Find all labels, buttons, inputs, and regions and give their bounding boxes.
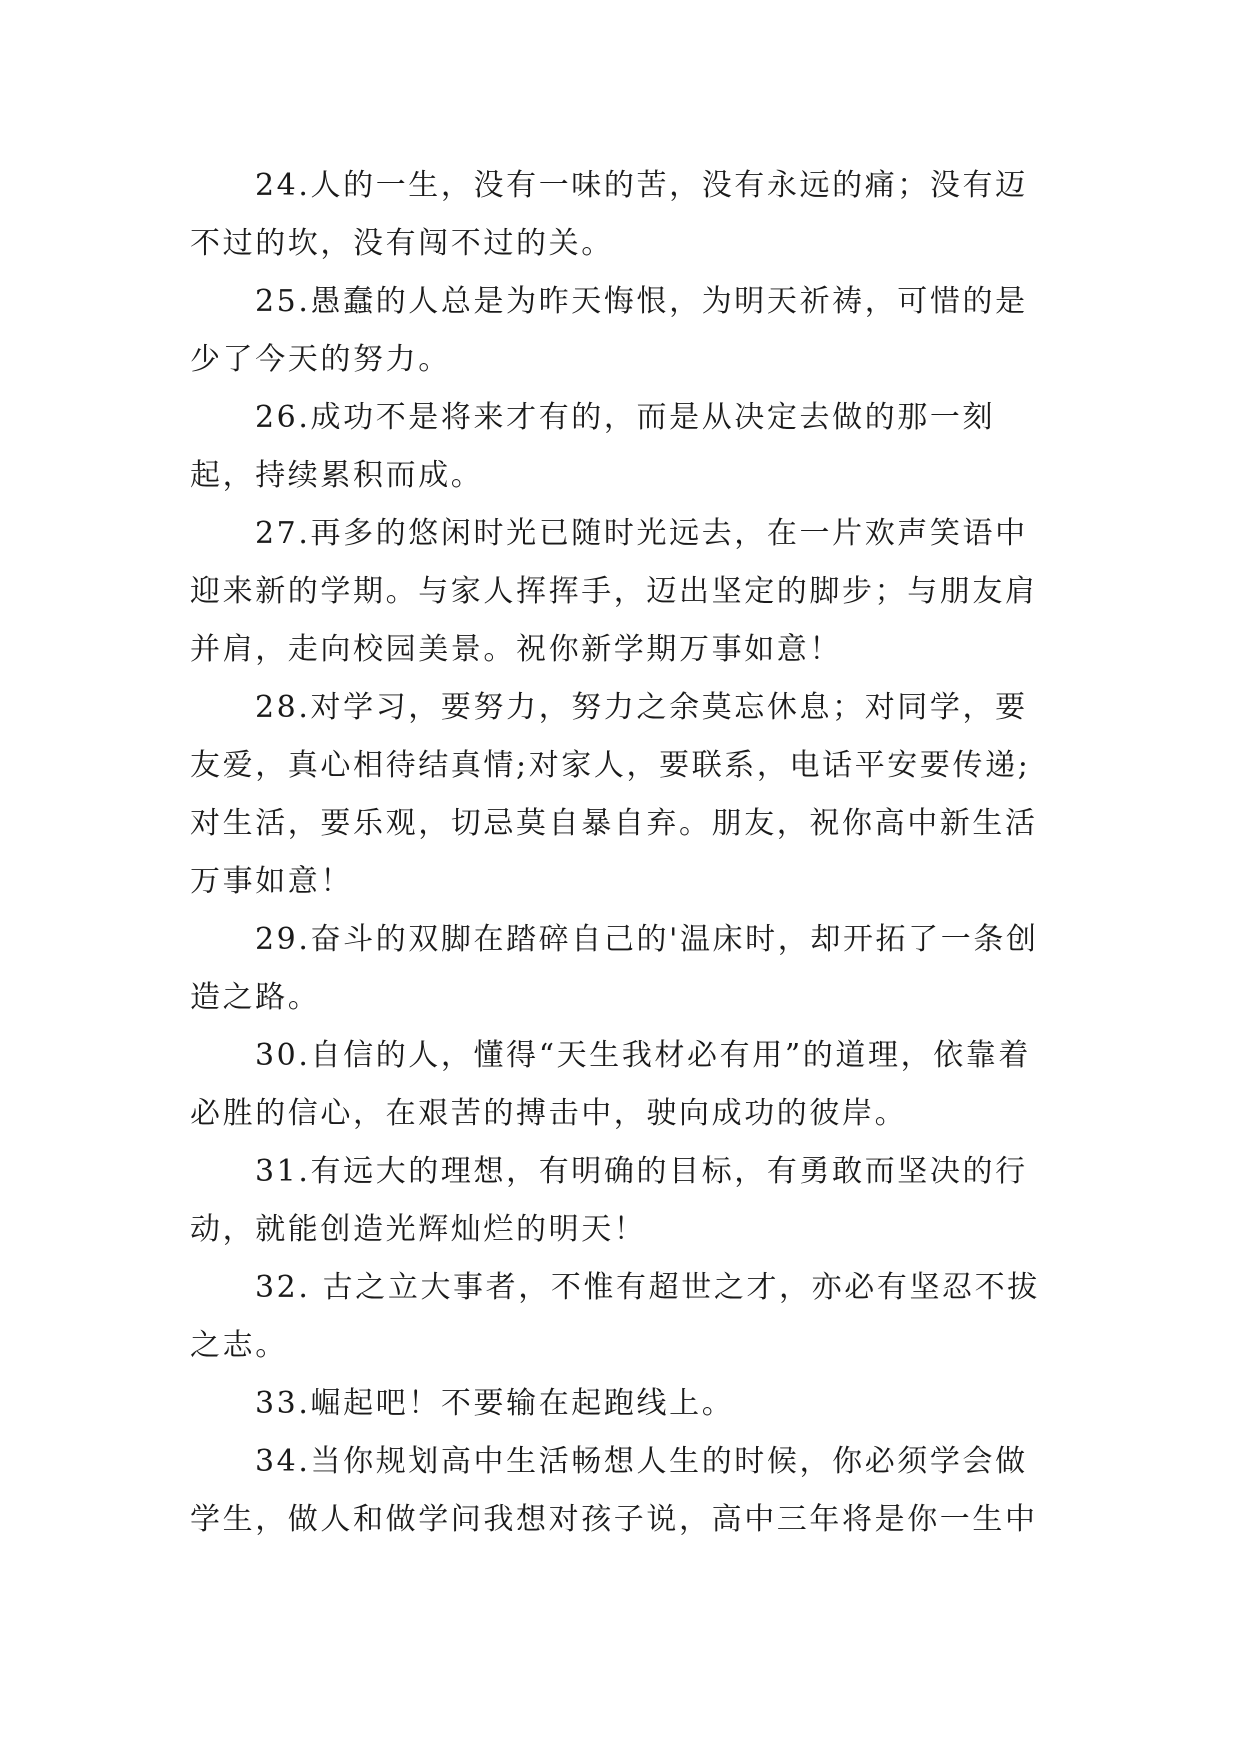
paragraph-26: 26.成功不是将来才有的，而是从决定去做的那一刻起，持续累积而成。 bbox=[190, 400, 996, 493]
paragraph-25: 25.愚蠢的人总是为昨天悔恨，为明天祈祷，可惜的是少了今天的努力。 bbox=[190, 284, 1028, 377]
paragraph-27: 27.再多的悠闲时光已随时光远去，在一片欢声笑语中迎来新的学期。与家人挥挥手，迈出坚定的脚步；与朋友肩并肩，走向校园美景。祝你新学期万事如意！ bbox=[190, 516, 1038, 667]
paragraph-34: 34.当你规划高中生活畅想人生的时候，你必须学会做学生，做人和做学问我想对孩子说，高中三年将是你一生中 bbox=[190, 1444, 1038, 1537]
paragraph-32: 32. 古之立大事者，不惟有超世之才，亦必有坚忍不拔之志。 bbox=[190, 1270, 1040, 1363]
paragraph-33: 33.崛起吧！不要输在起跑线上。 bbox=[255, 1386, 735, 1421]
paragraph-24: 24.人的一生，没有一味的苦，没有永远的痛；没有迈不过的坎，没有闯不过的关。 bbox=[190, 168, 1028, 261]
paragraph-30: 30.自信的人，懂得“天生我材必有用”的道理，依靠着必胜的信心，在艰苦的搏击中，驶向成功的彼岸。 bbox=[190, 1038, 1031, 1131]
paragraph-28: 28.对学习，要努力，努力之余莫忘休息；对同学，要友爱，真心相待结真情;对家人，要联系，电话平安要传递;对生活，要乐观，切忌莫自暴自弃。朋友，祝你高中新生活万事如意！ bbox=[190, 690, 1038, 899]
document-body bbox=[190, 157, 1050, 1549]
paragraph-29: 29.奋斗的双脚在踏碎自己的'温床时，却开拓了一条创造之路。 bbox=[190, 922, 1039, 1015]
paragraph-31: 31.有远大的理想，有明确的目标，有勇敢而坚决的行动，就能创造光辉灿烂的明天！ bbox=[190, 1154, 1028, 1247]
